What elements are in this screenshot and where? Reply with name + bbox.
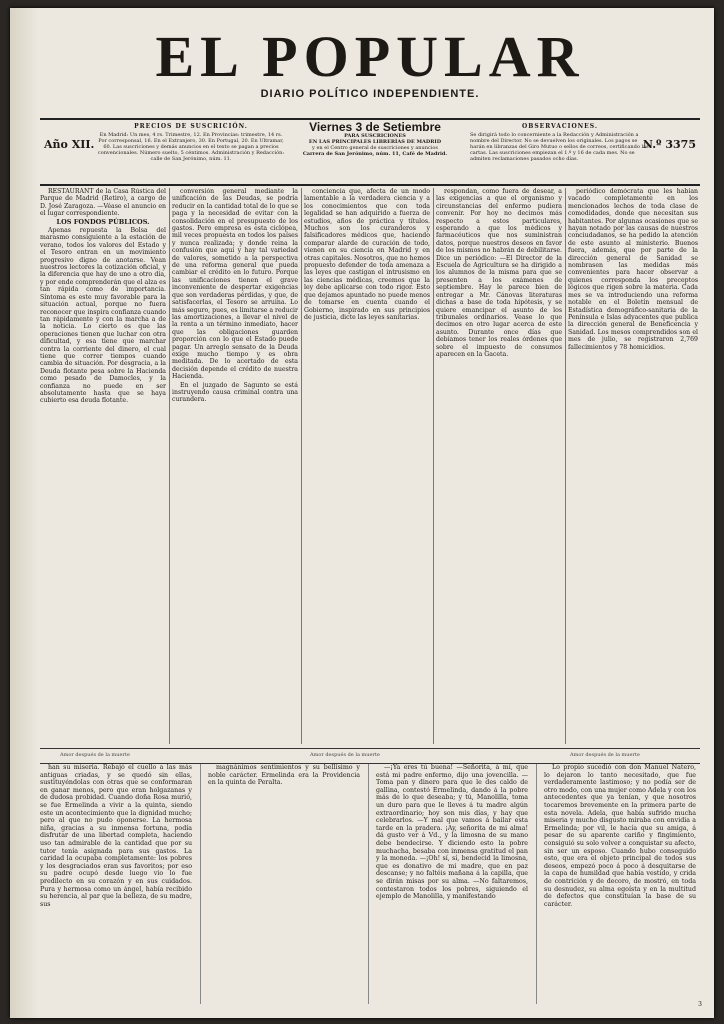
article-text-sagunto: En el juzgado de Sagunto se está instruyendo causa criminal contra una curandera. [172, 381, 298, 404]
column-rule [536, 764, 537, 1004]
column-rule [565, 188, 566, 744]
feuilleton-running-title: Amor después de la muerte [310, 752, 380, 758]
newspaper-page [10, 8, 714, 1018]
article-text: periódico demócrata que les habían vacado completamente en los mencionados lechos de toda clase de comodidades, donde que necesitan sus habitantes. Por algunas ocasiones que se hayan notado por las causas de nuestros conciudadanos, se ha pedido la atención de este asunto al ministerio. Buenos fuera, además, que por parte de la dirección general de Sanidad se nombrasen las medidas más convenientes para hacer observar a quienes corresponda los preceptos lógicos que rigen sobre la materia. Cada mes se va introduciendo una reforma notable en el Boletín mensual de Estadística demográfico-sanitaria de la Península e Islas adyacentes que publica la dirección general de Beneficencia y Sanidad. Los mesos comprendidos son el mes de julio, se registraron 2,769 fallecimientos y 78 homicidios. [568, 188, 698, 351]
column-rule [301, 188, 302, 744]
column-5 [568, 188, 698, 744]
feuilleton [40, 764, 700, 1014]
feuilleton-text: Lo propio sucedió con don Manuel Natero, lo dejaron lo tanto necesitado, que fue verdaderamente lastimoso; y no podía ser de otro modo, con una mujer como Adela y con los antecedentes que ya tenían, y que nosotros tocaremos brevemente en la primera parte de esta novela. Adela, que había sufrido mucha miseria y mucho disgusto miraba con envidia a Ermelinda; por vil, le hacía que su amiga, á pesar de su aparente cariño y fingimiento, consiguió su solo volver a conquistar su afecto, sin ser un esposo. Cuando hubo conseguido esto, que era el objeto principal de todos sus deseos, empezó poco á poco á desquitarse de la capa de humildad que había vestido, y crida de contrición y de decoro, de mostró, en toda su desnudez, su alma egoísta y en la multitud de defectos que constituían la base de su carácter. [544, 764, 696, 908]
column-rule [169, 188, 170, 744]
observations-heading: OBSERVACIONES. [522, 123, 598, 130]
newspaper-title: EL POPULAR [155, 24, 585, 89]
feuilleton-text: han su miseria. Rebajó el cuello a las más antiguas criadas, y se quedó sin ellas, sustituyéndolas con otras que se conformaran en ganar menos, pero que eran holgazanas y de dudosa probidad. Cuando doña Rosa murió, se fue Ermelinda a vivir a la quinta, siendo este un acontecimiento que la dignidad mucho; pero al que no pudo oponerse. La hermosa niña, gracias a su inmensa fortuna, podía disfrutar de una libertad completa, haciendo uso tan admirable de la cantidad que por su tutor tenía asignada para sus gastos. La caridad la ocupaba completamente: los pobres y los desgraciados eran sus favoritos; por eso su padre ocupó desde luego vio lo fue predilecto en su corazón y en sus cuidados. Pura y hermosa como un ángel, había recibido su herencia, al par que la belleza, de su madre, sus [40, 764, 192, 908]
article-text: respondan, como fuera de desear, a las exigencias a que el organismo y circunstancias del enfermo pudiera convenir. Por hoy no decimos más respecto a estos particulares, esperando a que los médicos y farmacéuticos que nos suministran datos, porque nuestros deseos en favor de los mismos no habrán de debilitarse. Dice un periódico: —El Director de la Escuela de Agricultura se ha dirigido a los alumnos de la misma para que se presenten a los exámenes de septiembre. Hay le parece bien de entregar a Mr. Cánovas literaturas dichas a base de toda hipótesis, y se quiere emancipar el asunto de los tribunales ordinarios. Vease lo que decimos en otro lugar acerca de este asunto. Durante once días que debíamos tener los reales órdenes que sobre el impuesto de consumos aparecen en la Gaceta. [436, 188, 562, 358]
center-line: y en el Centro general de suscriciones y anuncios [312, 145, 438, 151]
observations-text: Se dirigirá todo lo concerniente a la Redacción y Administración a nombre del Director. No se devuelven los originales. Los pagos se harán en libranzas del Giro Mutuo o sellos de correos, certificando las cartas. Las suscriciones empiezan el 1.º y 16 de cada mes. No se admiten reclamaciones pasados ocho días. [470, 132, 649, 162]
subscription-prices [96, 124, 286, 162]
feuilleton-text: magnánimos sentimientos y su bellísimo y noble carácter. Ermelinda era la Providencia en la quinta de Peralta. [208, 764, 360, 787]
main-columns [40, 188, 700, 749]
column-rule [200, 764, 201, 1004]
prices-heading: PRECIOS DE SUSCRICIÓN. [134, 123, 248, 130]
feuilleton-running-title: Amor después de la muerte [570, 752, 640, 758]
feuilleton-running-title: Amor después de la muerte [60, 752, 130, 758]
page-number: 3 [698, 1001, 702, 1008]
restaurant-notice: RESTAURANT de la Casa Rústica del Parque de Madrid (Retiro), a cargo de D. José Zaragoza. —Véase el anuncio en el lugar correspondiente. [40, 188, 166, 218]
article-text: conciencia que, afecta de un modo lamentable a la verdadera ciencia y a los conocimientos que con toda legalidad se han adquirido a fuerza de estudios, años de práctica y títulos. Muchos son los curanderos y falsificadores médicos que, haciendo comparar alarde de curación de todo, vienen en su ciencia en Madrid y en otras capitales. Nosotros, que no hemos propuesto defender de toda amenaza a las leyes que castigan el intrusismo en las ciencias médicas, creemos que la ley debe aplicarse con todo rigor. Esto que dejamos apuntado no puede menos de tomarse en cuenta cuando el Gobierno, inspirado en sus principios de justicia, dicte las leyes sanitarias. [304, 188, 430, 321]
column-rule [368, 764, 369, 1004]
feuilleton-column-2 [208, 764, 360, 1004]
column-3 [304, 188, 430, 744]
issue-date-block [290, 120, 460, 157]
prices-text: En Madrid: Un mes, 4 rs. Trimestre, 12. En Provincias: trimestre, 14 rs. Por corresponsal, 16. En el Extranjero, 30. En Portugal, 20. En Ultramar, 60. Las suscriciones y demás anuncios en el texto se pagan a precios convencionales. Número suelto, 5 céntimos. Administración y Redacción: calle de San Jerónimo, núm. 11. [97, 132, 285, 162]
subscriptions-heading: PARA SUSCRICIONES [344, 133, 406, 139]
bookstores-line: EN LAS PRINCIPALES LIBRERÍAS DE MADRID [308, 139, 442, 145]
info-bar [40, 118, 700, 186]
address-line: Carrera de San Jerónimo, núm. 11, Café de Madrid. [302, 151, 448, 157]
feuilleton-column-3 [376, 764, 528, 1004]
column-2 [172, 188, 298, 744]
article-text: conversión general mediante la unificación de las Deudas, se podría reducir en la cantidad total de lo que se paga y la necesidad de evitar con la consolidación en el presupuesto de los gastos. Pero empresa es esta ciclópea, mil veces propuesta en todos los países y nunca realizada; y donde reina la confusión que aquí y hay tal variedad de valores, sometido a la perspectiva de una reforma general que pueda cambiar el crédito en lo futuro. Porque las unificaciones tienen el grave inconveniente de despertar exigencias que son verdaderas pérdidas, y que, de satisfacerlas, el Tesoro se arruina. Lo más seguro, pues, es limitarse a reducir las amortizaciones, a llevar el nivel de la renta a un término inmediato, hacer que las obligaciones guarden proporción con lo que el Estado puede pagar. Un arreglo sensato de la Deuda exige mucho tiempo y es obra meditada. De lo acertado de esta decisión depende el crédito de nuestra Hacienda. [172, 188, 298, 381]
column-1 [40, 188, 166, 744]
feuilleton-text: —¡Ya eres tú buena! —Señorita, á mí, que está mi padre enfermo, dijo una jovencilla. —Toma pan y dinero para que le des caldo de gallina, contestó Ermelinda, dando á la pobre más de lo que deseaba; y tú, Manolilla, toma un duro para que le lleves á tu madre algún extraordinario; hoy son mis días, y hay que celebrarlos. —Y mal que vamos á bailar esta tarde en la pradera. ¡Ay, señorita de mi alma! dá gusto ver á Vd., y la limosna de su mano debe bendecirse. Y diciendo esto la pobre muchacha, besaba con inmensa gratitud el pan y la moneda. —¡Oh! sí, sí, bendecid la limosna, que es donativo de mi madre, que en paz descanse; y no faltéis mañana á la capilla, que se dirán misas por su alma. —No faltaremos, contestaron todos los pobres, siguiendo el ejemplo de Manolilla, y manifestando [376, 764, 528, 901]
column-rule [433, 188, 434, 744]
article-text: Apenas repuesta la Bolsa del marasmo consiguiente a la estación de verano, todos los valores del Estado y el Tesoro entran en un movimiento progresivo digno de anotarse. Vean nuestros lectores la cotización oficial, y la diferencia que hay de uno a otro día, y por ende comprenderán que el alza es tan rápida como de importancia. Síntoma es este muy favorable para la situación actual, porque no fuera reconocer que inspira confianza cuando tan rápidamente y con la marcha a de la noticia. Lo cierto es que las operaciones tienen que luchar con otra dificultad, y esa tiene que marchar contra la corriente del dinero, el cual tiene que correr tiempos cuando cambia de situación. Por desgracia, a la Deuda flotante pesa sobre la Hacienda como pesado de Damocles, y la confianza no puede en ser absolutamente hasta que se haya cubierto esa deuda flotante. [40, 227, 166, 405]
column-4 [436, 188, 562, 744]
feuilleton-header-strip [40, 750, 700, 762]
feuilleton-column-4 [544, 764, 696, 1004]
issue-number: N.º 3375 [642, 138, 696, 151]
year-label: Año XII. [44, 138, 95, 151]
observations [470, 124, 650, 162]
masthead [40, 24, 700, 100]
newspaper-subtitle: DIARIO POLÍTICO INDEPENDIENTE. [260, 88, 480, 100]
section-heading-fondos: LOS FONDOS PÚBLICOS. [56, 217, 150, 226]
feuilleton-column-1 [40, 764, 192, 1004]
issue-date: Viernes 3 de Setiembre [309, 120, 441, 134]
